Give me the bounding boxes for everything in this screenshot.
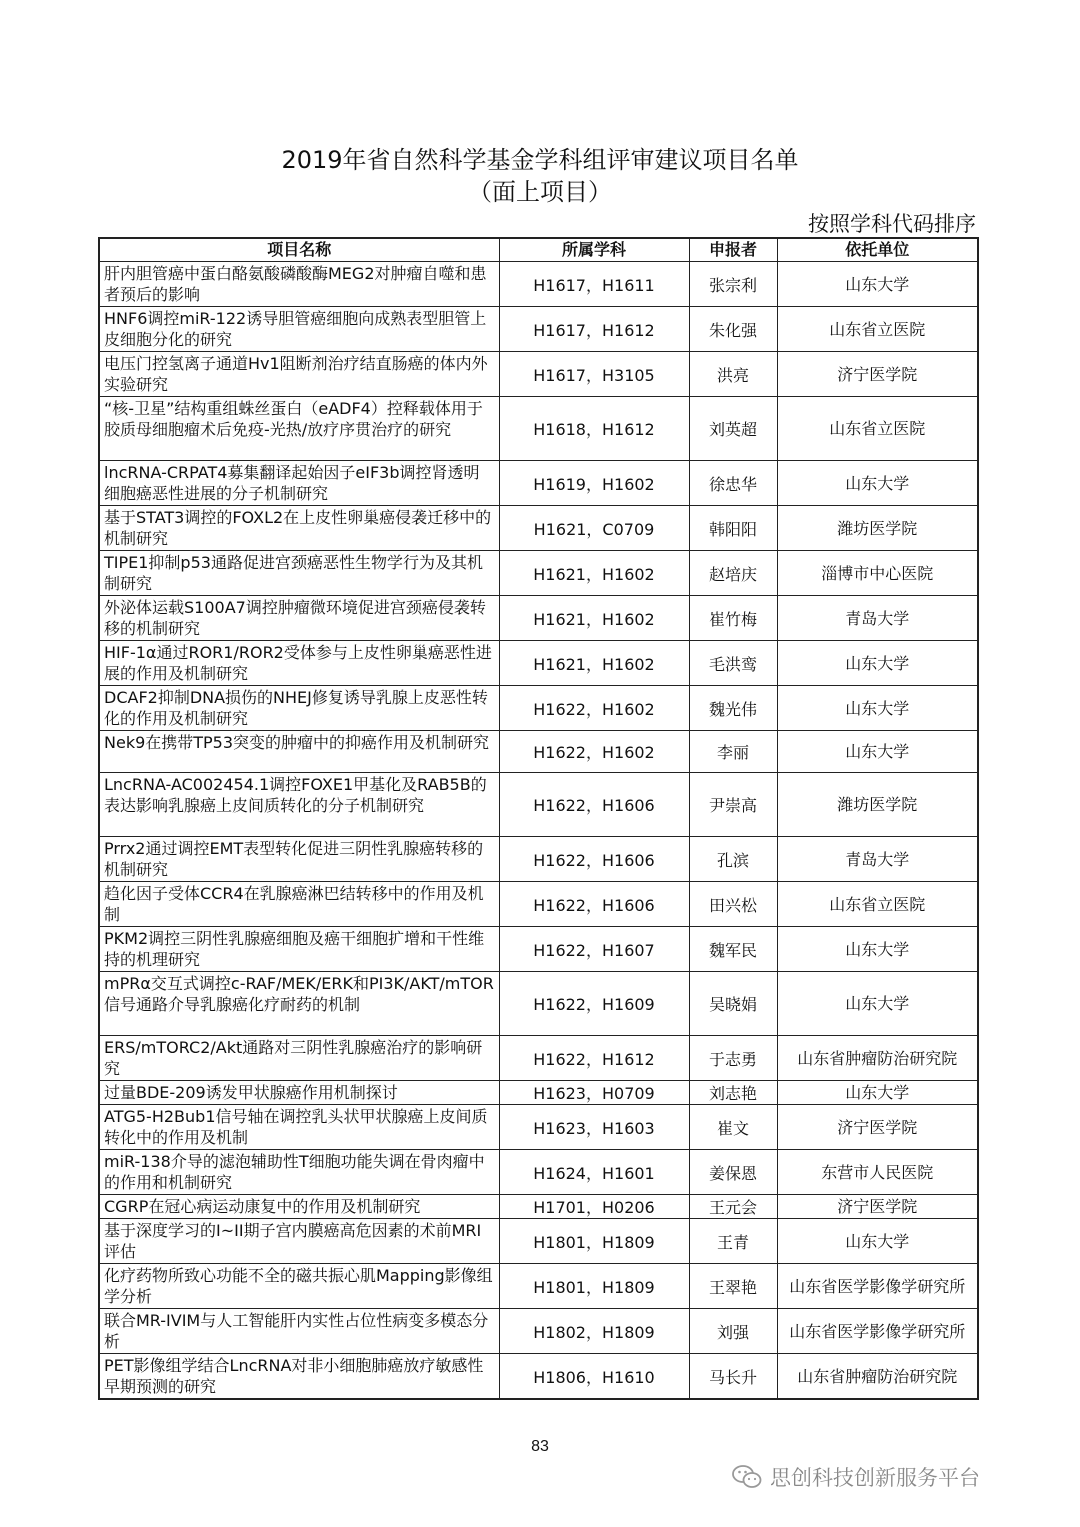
discipline-cell: H1618，H1612 xyxy=(499,397,689,461)
project-name-cell: lncRNA-CRPAT4募集翻译起始因子eIF3b调控肾透明细胞癌恶性进展的分子机制研究 xyxy=(99,461,499,506)
table-row xyxy=(99,596,978,641)
table-row xyxy=(99,1219,978,1264)
project-name-cell: mPRα交互式调控c-RAF/MEK/ERK和PI3K/AKT/mTOR信号通路介导乳腺癌化疗耐药的机制 xyxy=(99,972,499,1036)
unit-cell: 山东大学 xyxy=(777,461,978,506)
unit-cell: 青岛大学 xyxy=(777,596,978,641)
project-name-cell: 趋化因子受体CCR4在乳腺癌淋巴结转移中的作用及机制 xyxy=(99,882,499,927)
unit-cell: 济宁医学院 xyxy=(777,352,978,397)
project-name-cell: 过量BDE-209诱发甲状腺癌作用机制探讨 xyxy=(99,1081,499,1105)
applicant-cell: 李丽 xyxy=(689,731,777,773)
project-name-cell: Prrx2通过调控EMT表型转化促进三阴性乳腺癌转移的机制研究 xyxy=(99,837,499,882)
table-row xyxy=(99,307,978,352)
applicant-cell: 王元会 xyxy=(689,1195,777,1219)
applicant-cell: 孔滨 xyxy=(689,837,777,882)
table-row xyxy=(99,1105,978,1150)
wechat-icon xyxy=(732,1464,762,1490)
unit-cell: 山东大学 xyxy=(777,927,978,972)
project-name-cell: PKM2调控三阴性乳腺癌细胞及癌干细胞扩增和干性维 持的机理研究 xyxy=(99,927,499,972)
table-row xyxy=(99,731,978,773)
table-row xyxy=(99,773,978,837)
unit-cell: 潍坊医学院 xyxy=(777,506,978,551)
discipline-cell: H1621，C0709 xyxy=(499,506,689,551)
discipline-cell: H1801，H1809 xyxy=(499,1219,689,1264)
applicant-cell: 魏光伟 xyxy=(689,686,777,731)
unit-cell: 东营市人民医院 xyxy=(777,1150,978,1195)
discipline-cell: H1801，H1809 xyxy=(499,1264,689,1309)
project-table xyxy=(98,237,979,1400)
discipline-cell: H1802，H1809 xyxy=(499,1309,689,1354)
applicant-cell: 张宗利 xyxy=(689,262,777,307)
unit-cell: 济宁医学院 xyxy=(777,1195,978,1219)
project-name-cell: TIPE1抑制p53通路促进宫颈癌恶性生物学行为及其机制研究 xyxy=(99,551,499,596)
discipline-cell: H1622，H1609 xyxy=(499,972,689,1036)
project-name-cell: DCAF2抑制DNA损伤的NHEJ修复诱导乳腺上皮恶性转化的作用及机制研究 xyxy=(99,686,499,731)
unit-cell: 山东省医学影像学研究所 xyxy=(777,1264,978,1309)
table-row xyxy=(99,1150,978,1195)
applicant-cell: 马长升 xyxy=(689,1354,777,1400)
applicant-cell: 刘强 xyxy=(689,1309,777,1354)
sort-note: 按照学科代码排序 xyxy=(808,212,976,236)
applicant-cell: 毛洪鸾 xyxy=(689,641,777,686)
unit-cell: 山东大学 xyxy=(777,262,978,307)
project-name-cell: 基于深度学习的I~II期子宫内膜癌高危因素的术前MRI评估 xyxy=(99,1219,499,1264)
unit-cell: 淄博市中心医院 xyxy=(777,551,978,596)
unit-cell: 山东大学 xyxy=(777,686,978,731)
discipline-cell: H1622，H1606 xyxy=(499,837,689,882)
applicant-cell: 韩阳阳 xyxy=(689,506,777,551)
discipline-cell: H1621，H1602 xyxy=(499,551,689,596)
applicant-cell: 朱化强 xyxy=(689,307,777,352)
applicant-cell: 吴晓娟 xyxy=(689,972,777,1036)
unit-cell: 山东大学 xyxy=(777,1081,978,1105)
table-row xyxy=(99,1309,978,1354)
project-name-cell: CGRP在冠心病运动康复中的作用及机制研究 xyxy=(99,1195,499,1219)
discipline-cell: H1623，H1603 xyxy=(499,1105,689,1150)
table-row xyxy=(99,352,978,397)
discipline-cell: H1617，H1611 xyxy=(499,262,689,307)
column-header: 所属学科 xyxy=(499,238,689,262)
table-row xyxy=(99,461,978,506)
unit-cell: 山东省医学影像学研究所 xyxy=(777,1309,978,1354)
table-row xyxy=(99,397,978,461)
table-row xyxy=(99,1264,978,1309)
unit-cell: 山东大学 xyxy=(777,731,978,773)
unit-cell: 潍坊医学院 xyxy=(777,773,978,837)
discipline-cell: H1617，H3105 xyxy=(499,352,689,397)
page-number: 83 xyxy=(531,1438,549,1455)
unit-cell: 山东大学 xyxy=(777,641,978,686)
project-name-cell: miR-138介导的滤泡辅助性T细胞功能失调在骨肉瘤中的作用和机制研究 xyxy=(99,1150,499,1195)
column-header: 申报者 xyxy=(689,238,777,262)
project-name-cell: 基于STAT3调控的FOXL2在上皮性卵巢癌侵袭迁移中的机制研究 xyxy=(99,506,499,551)
table-row xyxy=(99,1081,978,1105)
unit-cell: 济宁医学院 xyxy=(777,1105,978,1150)
table-row xyxy=(99,972,978,1036)
discipline-cell: H1622，H1602 xyxy=(499,686,689,731)
project-name-cell: 化疗药物所致心功能不全的磁共振心肌Mapping影像组学分析 xyxy=(99,1264,499,1309)
applicant-cell: 崔文 xyxy=(689,1105,777,1150)
column-header: 项目名称 xyxy=(99,238,499,262)
table-row xyxy=(99,262,978,307)
project-name-cell: 外泌体运载S100A7调控肿瘤微环境促进宫颈癌侵袭转移的机制研究 xyxy=(99,596,499,641)
discipline-cell: H1622，H1612 xyxy=(499,1036,689,1081)
applicant-cell: 王青 xyxy=(689,1219,777,1264)
applicant-cell: 刘英超 xyxy=(689,397,777,461)
project-name-cell: 肝内胆管癌中蛋白酪氨酸磷酸酶MEG2对肿瘤自噬和患者预后的影响 xyxy=(99,262,499,307)
project-name-cell: ERS/mTORC2/Akt通路对三阴性乳腺癌治疗的影响研究 xyxy=(99,1036,499,1081)
unit-cell: 山东省肿瘤防治研究院 xyxy=(777,1354,978,1400)
unit-cell: 山东省立医院 xyxy=(777,882,978,927)
discipline-cell: H1622，H1606 xyxy=(499,773,689,837)
discipline-cell: H1621，H1602 xyxy=(499,641,689,686)
unit-cell: 山东大学 xyxy=(777,1219,978,1264)
unit-cell: 山东省立医院 xyxy=(777,397,978,461)
discipline-cell: H1623，H0709 xyxy=(499,1081,689,1105)
table-row xyxy=(99,641,978,686)
unit-cell: 山东大学 xyxy=(777,972,978,1036)
project-name-cell: PET影像组学结合LncRNA对非小细胞肺癌放疗敏感性早期预测的研究 xyxy=(99,1354,499,1400)
applicant-cell: 洪亮 xyxy=(689,352,777,397)
discipline-cell: H1617，H1612 xyxy=(499,307,689,352)
page-title: 2019年省自然科学基金学科组评审建议项目名单 xyxy=(281,146,799,174)
discipline-cell: H1701，H0206 xyxy=(499,1195,689,1219)
applicant-cell: 于志勇 xyxy=(689,1036,777,1081)
table-row xyxy=(99,551,978,596)
project-name-cell: “核-卫星”结构重组蛛丝蛋白（eADF4）控释载体用于胶质母细胞瘤术后免疫-光热/放疗序贯治疗的研究 xyxy=(99,397,499,461)
discipline-cell: H1806，H1610 xyxy=(499,1354,689,1400)
watermark-text: 思创科技创新服务平台 xyxy=(770,1466,980,1490)
project-name-cell: HNF6调控miR-122诱导胆管癌细胞向成熟表型胆管上皮细胞分化的研究 xyxy=(99,307,499,352)
applicant-cell: 尹崇高 xyxy=(689,773,777,837)
table-row xyxy=(99,686,978,731)
column-header: 依托单位 xyxy=(777,238,978,262)
table-row xyxy=(99,837,978,882)
discipline-cell: H1622，H1606 xyxy=(499,882,689,927)
applicant-cell: 魏军民 xyxy=(689,927,777,972)
table-header-row xyxy=(99,238,978,262)
discipline-cell: H1622，H1602 xyxy=(499,731,689,773)
discipline-cell: H1619，H1602 xyxy=(499,461,689,506)
unit-cell: 山东省立医院 xyxy=(777,307,978,352)
page-subtitle: （面上项目） xyxy=(468,178,612,206)
unit-cell: 山东省肿瘤防治研究院 xyxy=(777,1036,978,1081)
unit-cell: 青岛大学 xyxy=(777,837,978,882)
project-name-cell: 电压门控氢离子通道Hv1阻断剂治疗结直肠癌的体内外实验研究 xyxy=(99,352,499,397)
discipline-cell: H1624，H1601 xyxy=(499,1150,689,1195)
applicant-cell: 姜保恩 xyxy=(689,1150,777,1195)
table-row xyxy=(99,1195,978,1219)
table-row xyxy=(99,1036,978,1081)
table-row xyxy=(99,506,978,551)
applicant-cell: 徐忠华 xyxy=(689,461,777,506)
project-name-cell: LncRNA-AC002454.1调控FOXE1甲基化及RAB5B的表达影响乳腺癌上皮间质转化的分子机制研究 xyxy=(99,773,499,837)
applicant-cell: 刘志艳 xyxy=(689,1081,777,1105)
discipline-cell: H1621，H1602 xyxy=(499,596,689,641)
applicant-cell: 赵培庆 xyxy=(689,551,777,596)
applicant-cell: 崔竹梅 xyxy=(689,596,777,641)
project-name-cell: ATG5-H2Bub1信号轴在调控乳头状甲状腺癌上皮间质转化中的作用及机制 xyxy=(99,1105,499,1150)
discipline-cell: H1622，H1607 xyxy=(499,927,689,972)
project-name-cell: Nek9在携带TP53突变的肿瘤中的抑癌作用及机制研究 xyxy=(99,731,499,773)
applicant-cell: 王翠艳 xyxy=(689,1264,777,1309)
applicant-cell: 田兴松 xyxy=(689,882,777,927)
table-row xyxy=(99,1354,978,1400)
table-row xyxy=(99,882,978,927)
project-name-cell: 联合MR-IVIM与人工智能肝内实性占位性病变多模态分析 xyxy=(99,1309,499,1354)
table-row xyxy=(99,927,978,972)
watermark xyxy=(732,1462,980,1492)
project-name-cell: HIF-1α通过ROR1/ROR2受体参与上皮性卵巢癌恶性进展的作用及机制研究 xyxy=(99,641,499,686)
